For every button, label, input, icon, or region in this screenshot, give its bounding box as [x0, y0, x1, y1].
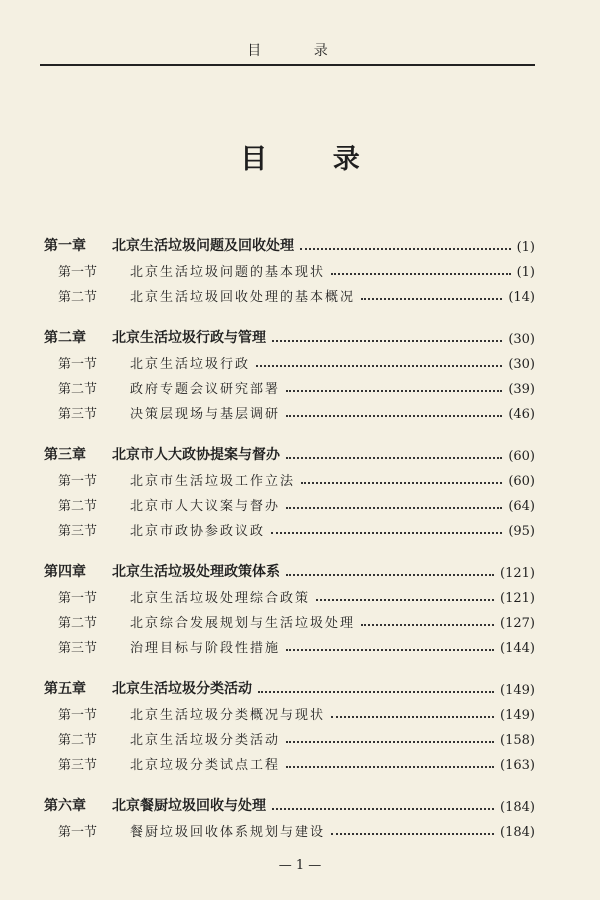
section-number: 第三节 — [58, 407, 98, 422]
page-reference: (30) — [508, 357, 535, 372]
page-reference: (149) — [500, 708, 535, 723]
dot-leader — [286, 414, 502, 417]
toc-section-row — [44, 582, 535, 606]
chapter-number: 第四章 — [44, 564, 86, 580]
toc-chapter-row — [44, 674, 535, 698]
dot-leader — [331, 272, 511, 275]
chapter-title: 北京生活垃圾处理政策体系 — [112, 564, 280, 580]
section-title: 北京市生活垃圾工作立法 — [130, 474, 296, 489]
page-reference: (64) — [508, 499, 535, 514]
page-reference: (46) — [508, 407, 535, 422]
toc-section-row — [44, 490, 535, 514]
section-number: 第一节 — [58, 825, 98, 840]
dot-leader — [286, 506, 502, 509]
dot-leader — [301, 481, 502, 484]
dot-leader — [286, 456, 502, 459]
toc-section-row — [44, 749, 535, 773]
section-number: 第一节 — [58, 265, 98, 280]
page-reference: (39) — [508, 382, 535, 397]
chapter-number: 第一章 — [44, 238, 86, 254]
section-title: 治理目标与阶段性措施 — [130, 641, 281, 656]
toc-section-row — [44, 515, 535, 539]
section-title: 北京综合发展规划与生活垃圾处理 — [130, 616, 356, 631]
page-reference: (95) — [508, 524, 535, 539]
toc-section-row — [44, 699, 535, 723]
dot-leader — [272, 807, 494, 810]
dot-leader — [331, 832, 494, 835]
dot-leader — [286, 740, 494, 743]
section-number: 第二节 — [58, 733, 98, 748]
chapter-title: 北京市人大政协提案与督办 — [112, 447, 280, 463]
page-reference: (127) — [500, 616, 535, 631]
page-reference: (60) — [508, 449, 535, 464]
section-title: 北京生活垃圾分类活动 — [130, 733, 281, 748]
dot-leader — [271, 531, 502, 534]
page-reference: (163) — [500, 758, 535, 773]
page-reference: (149) — [500, 683, 535, 698]
section-title: 北京生活垃圾回收处理的基本概况 — [130, 290, 356, 305]
toc-section-row — [44, 348, 535, 372]
dot-leader — [286, 765, 494, 768]
toc-chapter-row — [44, 440, 535, 464]
section-number: 第二节 — [58, 616, 98, 631]
toc-chapter-row — [44, 557, 535, 581]
dot-leader — [258, 690, 494, 693]
section-title: 北京生活垃圾问题的基本现状 — [130, 265, 326, 280]
chapter-title: 北京生活垃圾行政与管理 — [112, 330, 266, 346]
chapter-number: 第二章 — [44, 330, 86, 346]
page-number: — 1 — — [278, 858, 322, 873]
chapter-title: 北京生活垃圾分类活动 — [112, 681, 252, 697]
page-reference: (14) — [508, 290, 535, 305]
section-number: 第三节 — [58, 524, 98, 539]
page-title: 目 录 — [240, 144, 388, 175]
toc-chapter-row — [44, 323, 535, 347]
page-reference: (1) — [516, 240, 535, 255]
section-number: 第三节 — [58, 758, 98, 773]
section-title: 北京生活垃圾分类概况与现状 — [130, 708, 326, 723]
dot-leader — [300, 247, 511, 250]
section-number: 第一节 — [58, 591, 98, 606]
page-reference: (144) — [500, 641, 535, 656]
toc-section-row — [44, 632, 535, 656]
chapter-number: 第六章 — [44, 798, 86, 814]
section-title: 政府专题会议研究部署 — [130, 382, 281, 397]
section-number: 第二节 — [58, 499, 98, 514]
dot-leader — [361, 297, 502, 300]
toc-section-row — [44, 281, 535, 305]
dot-leader — [256, 364, 502, 367]
page-reference: (158) — [500, 733, 535, 748]
chapter-title: 北京餐厨垃圾回收与处理 — [112, 798, 266, 814]
page-reference: (121) — [500, 591, 535, 606]
toc-section-row — [44, 465, 535, 489]
section-number: 第二节 — [58, 382, 98, 397]
running-header-title: 目 录 — [247, 43, 352, 59]
dot-leader — [286, 573, 494, 576]
page-reference: (184) — [500, 800, 535, 815]
section-number: 第一节 — [58, 474, 98, 489]
section-title: 北京市政协参政议政 — [130, 524, 266, 539]
section-number: 第二节 — [58, 290, 98, 305]
section-number: 第三节 — [58, 641, 98, 656]
dot-leader — [286, 648, 494, 651]
section-number: 第一节 — [58, 708, 98, 723]
dot-leader — [361, 623, 494, 626]
dot-leader — [331, 715, 494, 718]
dot-leader — [272, 339, 502, 342]
toc-section-row — [44, 256, 535, 280]
section-title: 餐厨垃圾回收体系规划与建设 — [130, 825, 326, 840]
section-title: 北京生活垃圾处理综合政策 — [130, 591, 311, 606]
toc-chapter-row — [44, 231, 535, 255]
page-reference: (30) — [508, 332, 535, 347]
section-title: 决策层现场与基层调研 — [130, 407, 281, 422]
toc-section-row — [44, 816, 535, 840]
chapter-number: 第五章 — [44, 681, 86, 697]
section-title: 北京生活垃圾行政 — [130, 357, 251, 372]
page-reference: (184) — [500, 825, 535, 840]
toc-section-row — [44, 373, 535, 397]
toc-section-row — [44, 607, 535, 631]
section-title: 北京垃圾分类试点工程 — [130, 758, 281, 773]
page-reference: (121) — [500, 566, 535, 581]
dot-leader — [286, 389, 502, 392]
chapter-number: 第三章 — [44, 447, 86, 463]
chapter-title: 北京生活垃圾问题及回收处理 — [112, 238, 294, 254]
section-title: 北京市人大议案与督办 — [130, 499, 281, 514]
toc-chapter-row — [44, 791, 535, 815]
toc-section-row — [44, 398, 535, 422]
running-header — [40, 38, 535, 66]
page-reference: (60) — [508, 474, 535, 489]
dot-leader — [316, 598, 494, 601]
page-reference: (1) — [516, 265, 535, 280]
toc-section-row — [44, 724, 535, 748]
section-number: 第一节 — [58, 357, 98, 372]
